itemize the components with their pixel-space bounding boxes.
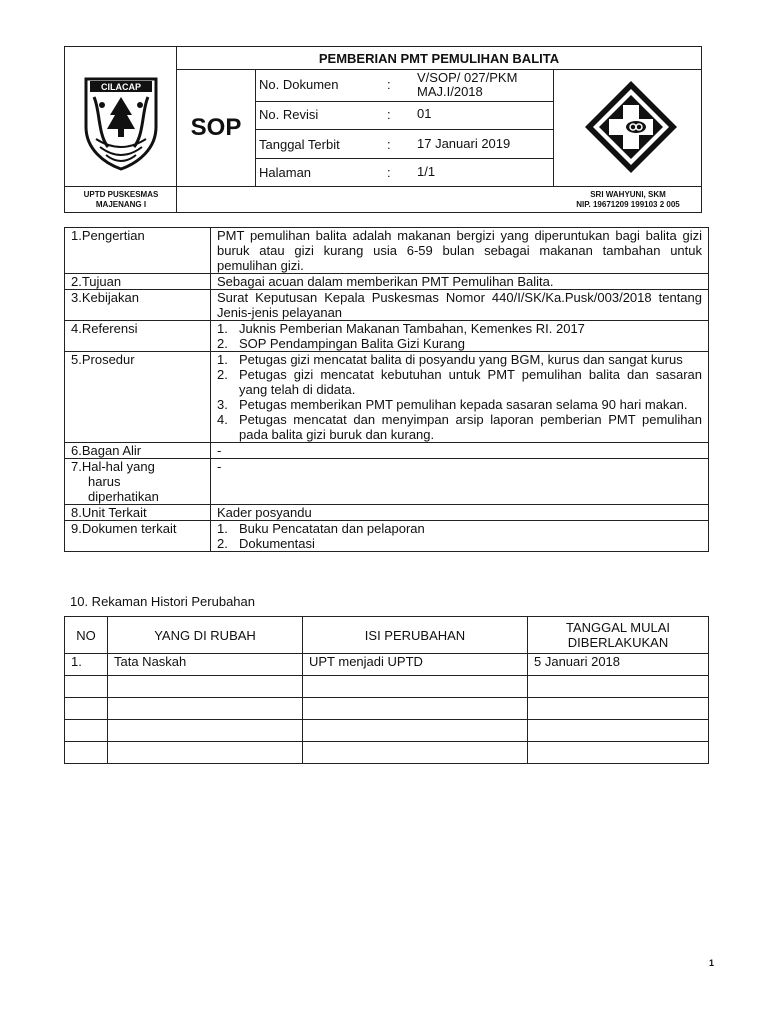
organization-name: UPTD PUSKESMAS MAJENANG I [83, 190, 159, 209]
list-item: 1. Juknis Pemberian Makanan Tambahan, Kemenkes RI. 2017 [217, 321, 585, 336]
table-cell [65, 720, 108, 742]
regency-crest-logo [80, 75, 162, 171]
table-cell [528, 742, 709, 764]
table-cell [65, 676, 108, 698]
table-row [65, 274, 709, 290]
table-row [65, 443, 709, 459]
row-label: 8.Unit Terkait [65, 505, 211, 521]
row-label: 4.Referensi [65, 321, 211, 352]
document-title: PEMBERIAN PMT PEMULIHAN BALITA [318, 51, 560, 66]
row-label: 3.Kebijakan [65, 290, 211, 321]
puskesmas-logo [583, 79, 679, 175]
meta-colon: : [387, 77, 391, 92]
column-header: TANGGAL MULAI DIBERLAKUKAN [528, 617, 709, 654]
list-item: 2. SOP Pendampingan Balita Gizi Kurang [217, 336, 465, 351]
table-cell: Tata Naskah [108, 654, 303, 676]
row-content [211, 521, 709, 552]
table-cell [303, 742, 528, 764]
table-row [65, 521, 709, 552]
table-cell [303, 698, 528, 720]
meta-label-halaman: Halaman [259, 165, 312, 180]
row-content [211, 321, 709, 352]
table-cell [528, 698, 709, 720]
meta-label-dokumen: No. Dokumen [259, 77, 339, 92]
row-content: - [211, 443, 709, 459]
meta-value-tanggal: 17 Januari 2019 [417, 136, 511, 151]
meta-value-revisi: 01 [417, 106, 432, 121]
change-history-table [64, 616, 709, 764]
table-cell [65, 698, 108, 720]
row-label: 9.Dokumen terkait [65, 521, 211, 552]
table-cell: 5 Januari 2018 [528, 654, 709, 676]
table-row [65, 459, 709, 505]
signer-name: SRI WAHYUNI, SKM [590, 190, 666, 199]
table-row [65, 290, 709, 321]
table-cell [65, 742, 108, 764]
list-item: 1. Petugas gizi mencatat balita di posyandu yang BGM, kurus dan sangat kurus [217, 352, 683, 367]
table-cell [108, 720, 303, 742]
signer-block [553, 190, 703, 210]
row-label: 2.Tujuan [65, 274, 211, 290]
column-header: YANG DI RUBAH [108, 617, 303, 654]
column-header: ISI PERUBAHAN [303, 617, 528, 654]
row-content: Surat Keputusan Kepala Puskesmas Nomor 440/I/SK/Ka.Pusk/003/2018 tentang Jenis-jenis pelayanan [211, 290, 709, 321]
table-cell: UPT menjadi UPTD [303, 654, 528, 676]
column-header: NO [65, 617, 108, 654]
table-cell [528, 720, 709, 742]
table-row [65, 352, 709, 443]
crest-logo-text: CILACAP [101, 82, 141, 92]
meta-value-halaman: 1/1 [417, 164, 436, 179]
list-item: 3. Petugas memberikan PMT pemulihan kepada sasaran selama 90 hari makan. [217, 397, 688, 412]
row-label: 1.Pengertian [65, 228, 211, 274]
table-row [65, 676, 709, 698]
history-heading: 10. Rekaman Histori Perubahan [70, 594, 255, 609]
signer-nip: NIP. 19671209 199103 2 005 [576, 200, 680, 209]
list-item: 4. Petugas mencatat dan menyimpan arsip laporan pemberian PMT pemulihan pada balita gizi buruk dan kurang. [217, 412, 702, 442]
table-row [65, 720, 709, 742]
table-row [65, 321, 709, 352]
meta-colon: : [387, 165, 391, 180]
sop-content-table [64, 227, 709, 552]
row-label: 5.Prosedur [65, 352, 211, 443]
meta-colon: : [387, 137, 391, 152]
row-label: 7.Hal-hal yang harus diperhatikan [65, 459, 211, 505]
sop-label: SOP [190, 114, 242, 141]
meta-value-dokumen: V/SOP/ 027/PKM MAJ.I/2018 [417, 70, 518, 99]
row-content: Sebagai acuan dalam memberikan PMT Pemulihan Balita. [211, 274, 709, 290]
table-row [65, 228, 709, 274]
table-row [65, 505, 709, 521]
meta-label-tanggal: Tanggal Terbit [259, 137, 340, 152]
table-cell [108, 698, 303, 720]
table-cell [303, 720, 528, 742]
row-content: PMT pemulihan balita adalah makanan bergizi yang diperuntukan bagi balita gizi buruk atau gizi kurang usia 6-59 bulan sebagai makanan tambahan untuk pemulihan gizi. [211, 228, 709, 274]
row-content: - [211, 459, 709, 505]
table-header-row [65, 617, 709, 654]
table-cell [108, 742, 303, 764]
table-row [65, 654, 709, 676]
list-item: 2. Petugas gizi mencatat kebutuhan untuk PMT pemulihan balita dan sasaran yang telah di didata. [217, 367, 702, 397]
table-cell [303, 676, 528, 698]
meta-colon: : [387, 107, 391, 122]
table-row [65, 742, 709, 764]
row-content [211, 352, 709, 443]
list-item: 1. Buku Pencatatan dan pelaporan [217, 521, 425, 536]
list-item: 2. Dokumentasi [217, 536, 315, 551]
page-number: 1 [708, 958, 714, 968]
table-cell [528, 676, 709, 698]
row-content: Kader posyandu [211, 505, 709, 521]
table-cell: 1. [65, 654, 108, 676]
meta-label-revisi: No. Revisi [259, 107, 319, 122]
table-row [65, 698, 709, 720]
table-cell [108, 676, 303, 698]
sop-header [64, 46, 702, 213]
row-label: 6.Bagan Alir [65, 443, 211, 459]
